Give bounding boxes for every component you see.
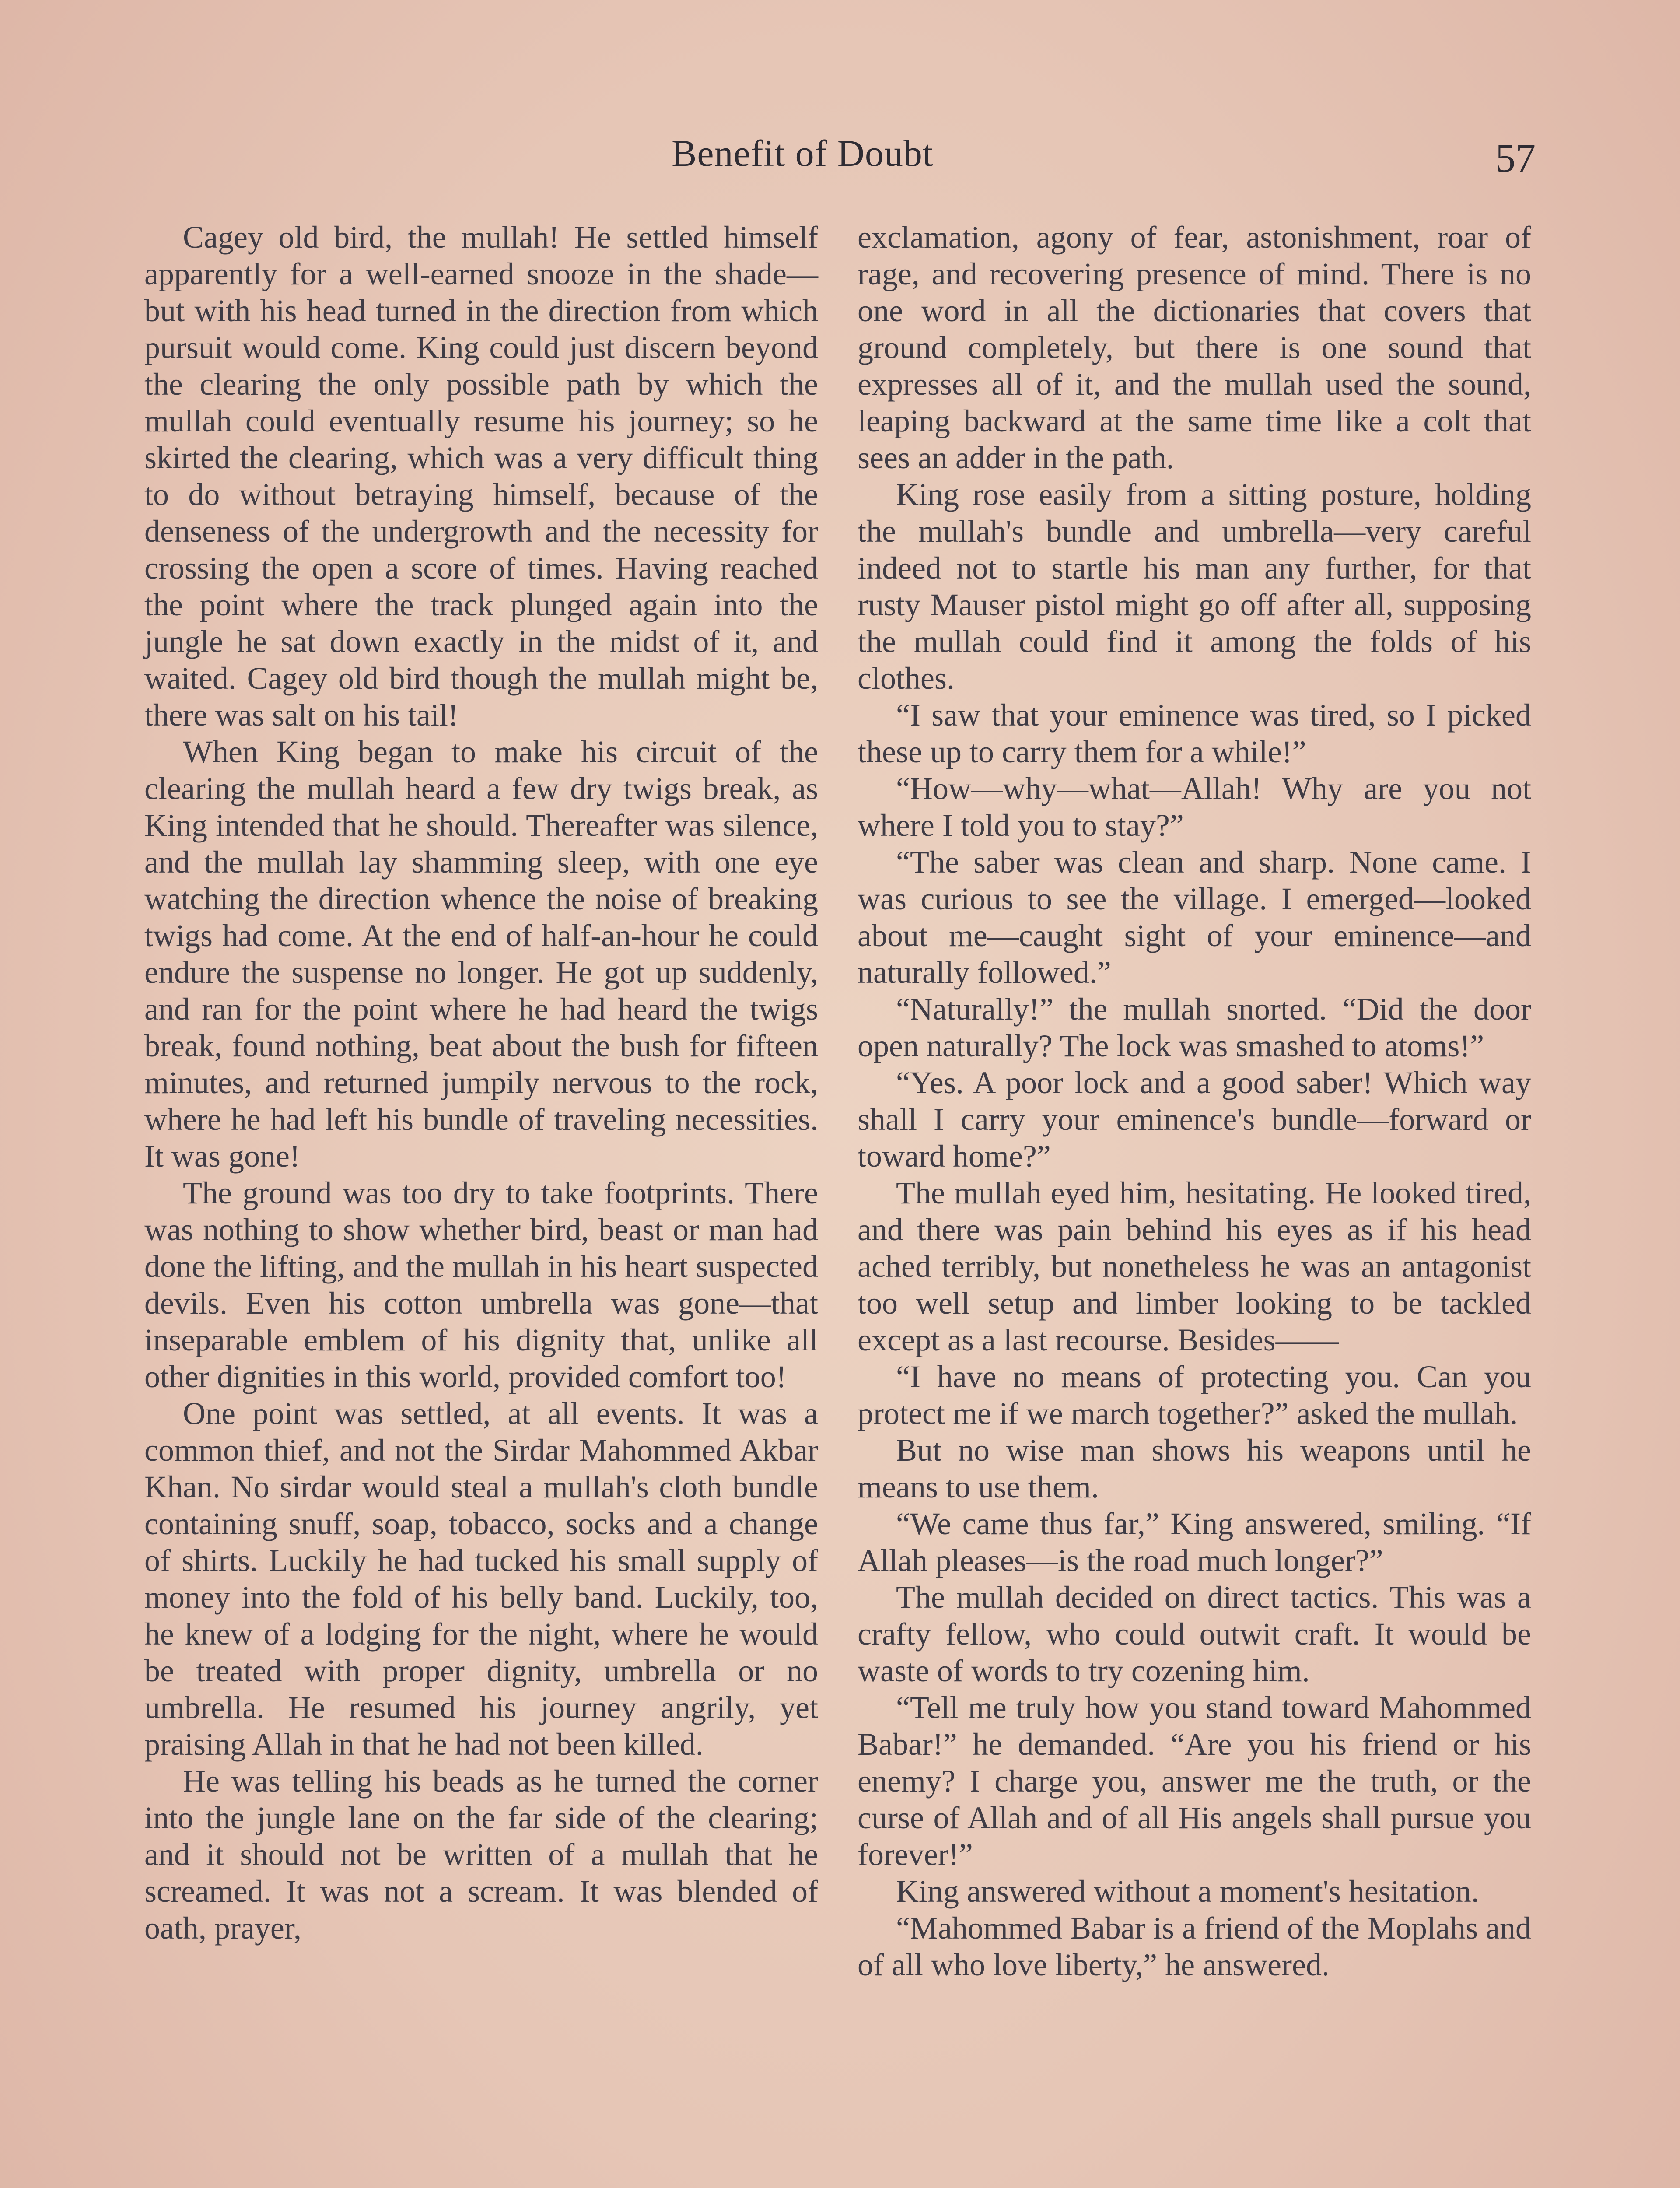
paragraph: When King began to make his circuit of the clearing the mullah heard a few dry twigs break, as King intended that he should. Thereafter was silence, and the mullah lay shamming sleep, with one eye watching the direction whence the noise of breaking twigs had come. At the end of half-an-hour he could endure the suspense no longer. He got up suddenly, and ran for the point where he had heard the twigs break, found nothing, beat about the bush for fifteen minutes, and returned jumpily nervous to the rock, where he had left his bundle of traveling necessities. It was gone! — [144, 734, 818, 1174]
paragraph: “We came thus far,” King answered, smiling. “If Allah pleases—is the road much longer?” — [858, 1506, 1531, 1578]
paragraph: “Naturally!” the mullah snorted. “Did the door open naturally? The lock was smashed to atoms!” — [858, 992, 1531, 1063]
paragraph: “Tell me truly how you stand toward Mahommed Babar!” he demanded. “Are you his friend or his enemy? I charge you, answer me the truth, or the curse of Allah and of all His angels shall pursue you forever!” — [858, 1690, 1531, 1872]
paragraph: “How—why—what—Allah! Why are you not where I told you to stay?” — [858, 771, 1531, 843]
page-header — [0, 131, 1680, 184]
paragraph: One point was settled, at all events. It was a common thief, and not the Sirdar Mahommed Akbar Khan. No sirdar would steal a mullah's cloth bundle containing snuff, soap, tobacco, socks and a change of shirts. Luckily he had tucked his small supply of money into the fold of his belly band. Luckily, too, he knew of a lodging for the night, where he would be treated with proper dignity, umbrella or no umbrella. He resumed his journey angrily, yet praising Allah in that he had not been killed. — [144, 1396, 818, 1762]
paragraph: He was telling his beads as he turned the corner into the jungle lane on the far side of the clearing; and it should not be written of a mullah that he screamed. It was not a scream. It was blended of oath, prayer, — [144, 1764, 818, 1946]
paragraph: “The saber was clean and sharp. None came. I was curious to see the village. I emerged—looked about me—caught sight of your eminence—and naturally followed.” — [858, 845, 1531, 990]
paragraph: King answered without a moment's hesitation. — [896, 1874, 1479, 1909]
paragraph: The mullah decided on direct tactics. This was a crafty fellow, who could outwit craft. It would be waste of words to try cozening him. — [858, 1580, 1531, 1688]
paragraph: The mullah eyed him, hesitating. He looked tired, and there was pain behind his eyes as if his head ached terribly, but nonetheless he was an antagonist too well setup and limber looking to be tackled except as a last recourse. Besides—— — [858, 1175, 1531, 1357]
left-column — [144, 219, 818, 1946]
paragraph: Cagey old bird, the mullah! He settled himself apparently for a well-earned snooze in the shade—but with his head turned in the direction from which pursuit would come. King could just discern beyond the clearing the only possible path by which the mullah could eventually resume his journey; so he skirted the clearing, which was a very difficult thing to do without betraying himself, because of the denseness of the undergrowth and the necessity for crossing the open a score of times. Having reached the point where the track plunged again into the jungle he sat down exactly in the midst of it, and waited. Cagey old bird though the mullah might be, there was salt on his tail! — [144, 220, 818, 733]
running-title: Benefit of Doubt — [672, 132, 934, 174]
paragraph: “I saw that your eminence was tired, so I picked these up to carry them for a while!” — [858, 698, 1531, 769]
page-number: 57 — [1495, 136, 1536, 180]
paragraph: King rose easily from a sitting posture, holding the mullah's bundle and umbrella—very careful indeed not to startle his man any further, for that rusty Mauser pistol might go off after all, supposing the mullah could find it among the folds of his clothes. — [858, 477, 1531, 696]
paragraph: “I have no means of protecting you. Can you protect me if we march together?” asked the mullah. — [858, 1359, 1531, 1431]
paragraph-continued: exclamation, agony of fear, astonishment, roar of rage, and recovering presence of mind. There is no one word in all the dictionaries that covers that ground completely, but there is one sound that expresses all of it, and the mullah used the sound, leaping backward at the same time like a colt that sees an adder in the path. — [858, 220, 1531, 475]
paragraph: The ground was too dry to take footprints. There was nothing to show whether bird, beast or man had done the lifting, and the mullah in his heart suspected devils. Even his cotton umbrella was gone—that inseparable emblem of his dignity that, unlike all other dignities in this world, provided comfort too! — [144, 1175, 818, 1394]
right-column — [858, 219, 1531, 1983]
paragraph: “Yes. A poor lock and a good saber! Which way shall I carry your eminence's bundle—forward or toward home?” — [858, 1065, 1531, 1174]
paragraph: But no wise man shows his weapons until he means to use them. — [858, 1433, 1531, 1504]
paragraph: “Mahommed Babar is a friend of the Moplahs and of all who love liberty,” he answered. — [858, 1911, 1531, 1982]
